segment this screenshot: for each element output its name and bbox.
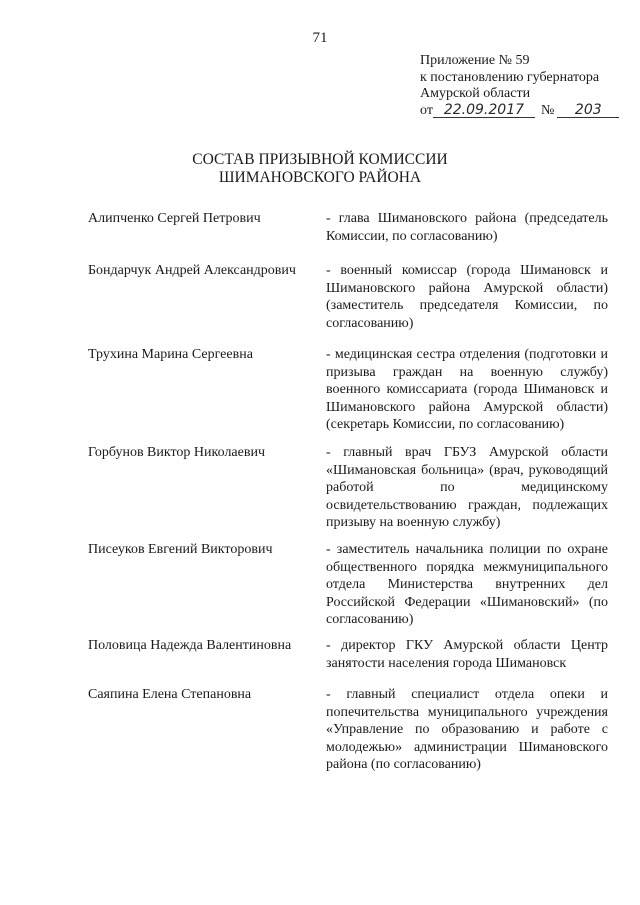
member-name: Саяпина Елена Степановна	[88, 687, 252, 702]
member-row	[88, 210, 618, 245]
member-row	[88, 444, 618, 532]
appendix-line-1: Приложение № 59	[420, 53, 530, 68]
date-prefix: от	[420, 102, 433, 118]
member-role: - главный специалист отдела опеки и попечительства муниципального учреждения «Управление по образованию и работе с молодежью» администрации Шимановского района (по согласованию)	[326, 687, 608, 772]
member-role: - главный врач ГБУЗ Амурской области «Шимановская больница» (врач, руководящий работой по медицинскому освидетельствованию граждан, подлежащих призыву на военную службу)	[326, 445, 608, 530]
member-role: - медицинская сестра отделения (подготовки и призыва граждан на военную службу) военного комиссариата (города Шимановск и Шимановского района Амурской области) (секретарь Комиссии, по согласованию)	[326, 347, 608, 432]
title-line-1: СОСТАВ ПРИЗЫВНОЙ КОМИССИИ	[192, 151, 448, 168]
page-number: 71	[312, 30, 328, 46]
member-row	[88, 637, 618, 672]
member-role: - военный комиссар (города Шимановск и Шимановского района Амурской области) (заместитель председателя Комиссии, по согласованию)	[326, 263, 608, 331]
member-row	[88, 541, 618, 629]
member-role: - директор ГКУ Амурской области Центр занятости населения города Шимановск	[326, 638, 608, 671]
member-name: Писеуков Евгений Викторович	[88, 542, 273, 557]
member-role: - заместитель начальника полиции по охране общественного порядка межмуниципального отдела Министерства внутренних дел Российской Федерации «Шимановский» (по согласованию)	[326, 542, 608, 627]
appendix-line-2: к постановлению губернатора	[420, 69, 600, 85]
member-name: Алипченко Сергей Петрович	[88, 211, 261, 226]
document-title	[0, 151, 640, 187]
member-role: - глава Шимановского района (председатель Комиссии, по согласованию)	[326, 211, 608, 244]
number-sign: №	[540, 102, 555, 118]
member-row	[88, 262, 618, 332]
member-row	[88, 346, 618, 434]
member-name: Горбунов Виктор Николаевич	[88, 445, 266, 460]
appendix-date-number-line	[420, 103, 620, 120]
appendix-line-3: Амурской области	[420, 86, 531, 101]
member-name: Трухина Марина Сергеевна	[88, 347, 253, 362]
handwritten-date: 22.09.2017	[433, 103, 535, 118]
member-name: Половица Надежда Валентиновна	[88, 638, 292, 653]
member-row	[88, 686, 618, 774]
appendix-block	[420, 53, 620, 119]
handwritten-number: 203	[557, 103, 619, 118]
member-name: Бондарчук Андрей Александрович	[88, 263, 296, 278]
title-line-2: ШИМАНОВСКОГО РАЙОНА	[218, 169, 422, 186]
